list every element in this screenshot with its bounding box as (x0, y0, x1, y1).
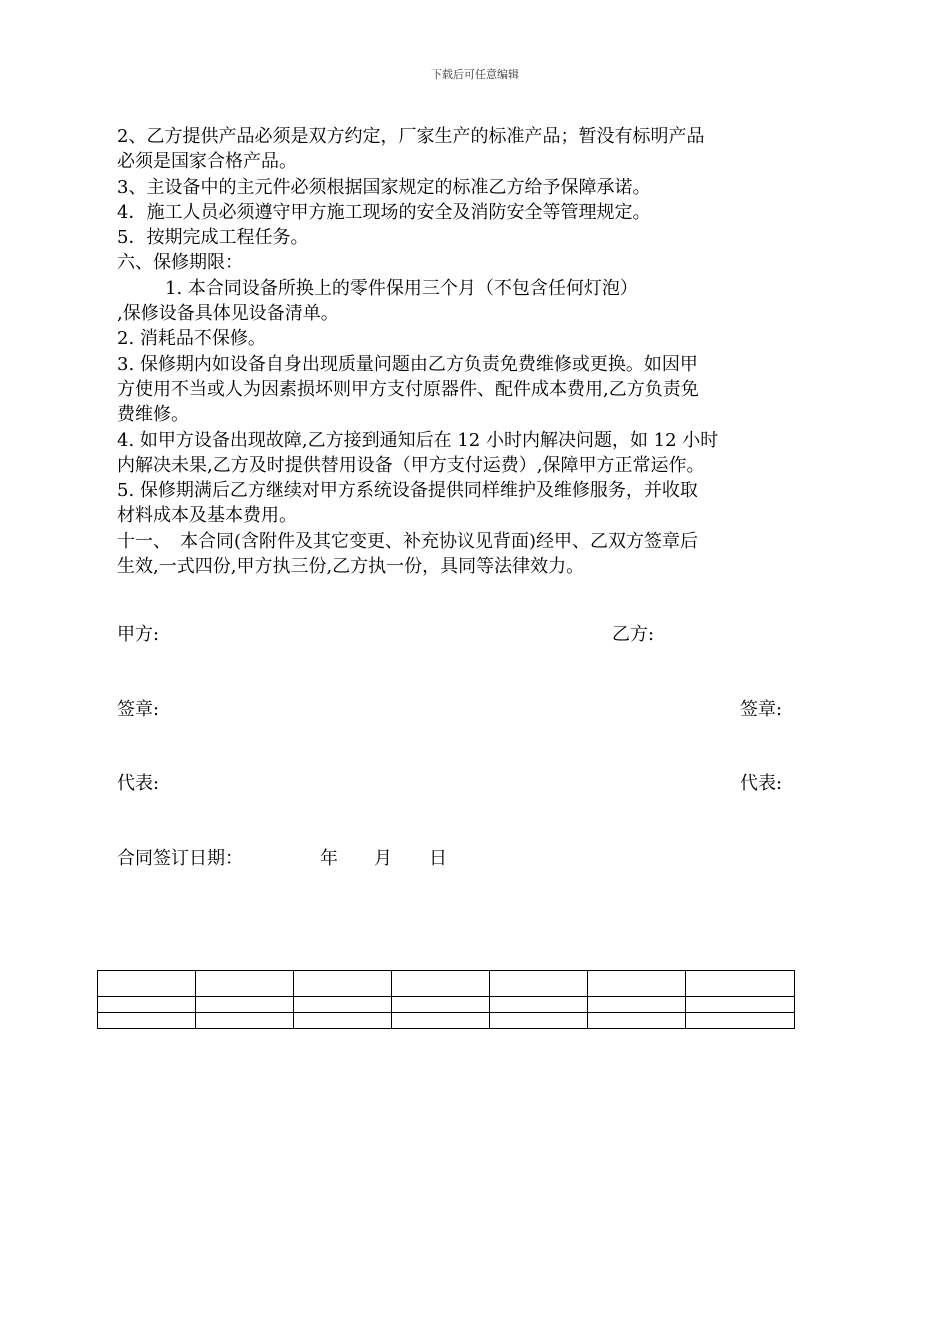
table-cell (98, 971, 196, 997)
signing-date-line (117, 848, 447, 870)
body-line: 费维修。 (117, 404, 189, 426)
party-b-seal-label: 签章: (740, 699, 783, 720)
body-line: 5．按期完成工程任务。 (117, 227, 309, 249)
table-cell (196, 1013, 294, 1029)
body-line: 六、保修期限： (117, 252, 243, 274)
party-a-label: 甲方: (117, 624, 160, 645)
table-cell (490, 1013, 588, 1029)
party-a-rep-label: 代表: (117, 773, 160, 794)
body-line: 3、主设备中的主元件必须根据国家规定的标准乙方给予保障承诺。 (117, 176, 651, 198)
table-cell (588, 997, 686, 1013)
body-line: 4．施工人员必须遵守甲方施工现场的安全及消防安全等管理规定。 (117, 201, 651, 223)
table-cell (294, 971, 392, 997)
body-line: 十一、 本合同(含附件及其它变更、补充协议见背面)经甲、乙双方签章后 (117, 530, 699, 552)
body-line: 5. 保修期满后乙方继续对甲方系统设备提供同样维护及维修服务，并收取 (117, 480, 698, 502)
table-cell (392, 997, 490, 1013)
header-note: 下载后可任意编辑 (431, 68, 519, 81)
body-line: 3. 保修期内如设备自身出现质量问题由乙方负责免费维修或更换。如因甲 (117, 353, 698, 375)
table-cell (588, 1013, 686, 1029)
table-cell (196, 971, 294, 997)
table-cell (490, 997, 588, 1013)
body-line: 内解决未果,乙方及时提供替用设备（甲方支付运费）,保障甲方正常运作。 (117, 454, 705, 476)
table-row (98, 1013, 795, 1029)
table-cell (490, 971, 588, 997)
body-line: 2. 消耗品不保修。 (117, 328, 266, 350)
table-cell (98, 997, 196, 1013)
table-cell (294, 1013, 392, 1029)
signing-date-label: 合同签订日期： (117, 848, 243, 869)
body-line: 生效,一式四份,甲方执三份,乙方执一份，具同等法律效力。 (117, 556, 585, 578)
body-line: ,保修设备具体见设备清单。 (117, 303, 339, 325)
table-cell (392, 1013, 490, 1029)
date-month-label: 月 (374, 848, 392, 869)
date-day-label: 日 (429, 848, 447, 869)
date-year-label: 年 (320, 848, 338, 869)
body-line: 必须是国家合格产品。 (117, 151, 297, 173)
table-cell (392, 971, 490, 997)
party-b-label: 乙方: (612, 624, 655, 645)
table-row (98, 971, 795, 997)
table-cell (294, 997, 392, 1013)
table-cell (588, 971, 686, 997)
party-b-rep-label: 代表: (740, 773, 783, 794)
body-line: 材料成本及基本费用。 (117, 505, 297, 527)
body-line: 方使用不当或人为因素损坏则甲方支付原器件、配件成本费用,乙方负责免 (117, 378, 699, 400)
table-cell (98, 1013, 196, 1029)
table-cell (686, 997, 795, 1013)
table-cell (686, 971, 795, 997)
table-cell (196, 997, 294, 1013)
table-cell (686, 1013, 795, 1029)
party-a-seal-label: 签章: (117, 699, 160, 720)
blank-table (97, 970, 795, 1029)
body-line: 4. 如甲方设备出现故障,乙方接到通知后在 12 小时内解决问题，如 12 小时 (117, 429, 719, 451)
table-row (98, 997, 795, 1013)
contract-body (117, 124, 822, 579)
body-line: 2、乙方提供产品必须是双方约定，厂家生产的标准产品；暂没有标明产品 (117, 126, 705, 147)
body-line: 1. 本合同设备所换上的零件保用三个月（不包含任何灯泡） (165, 277, 638, 299)
